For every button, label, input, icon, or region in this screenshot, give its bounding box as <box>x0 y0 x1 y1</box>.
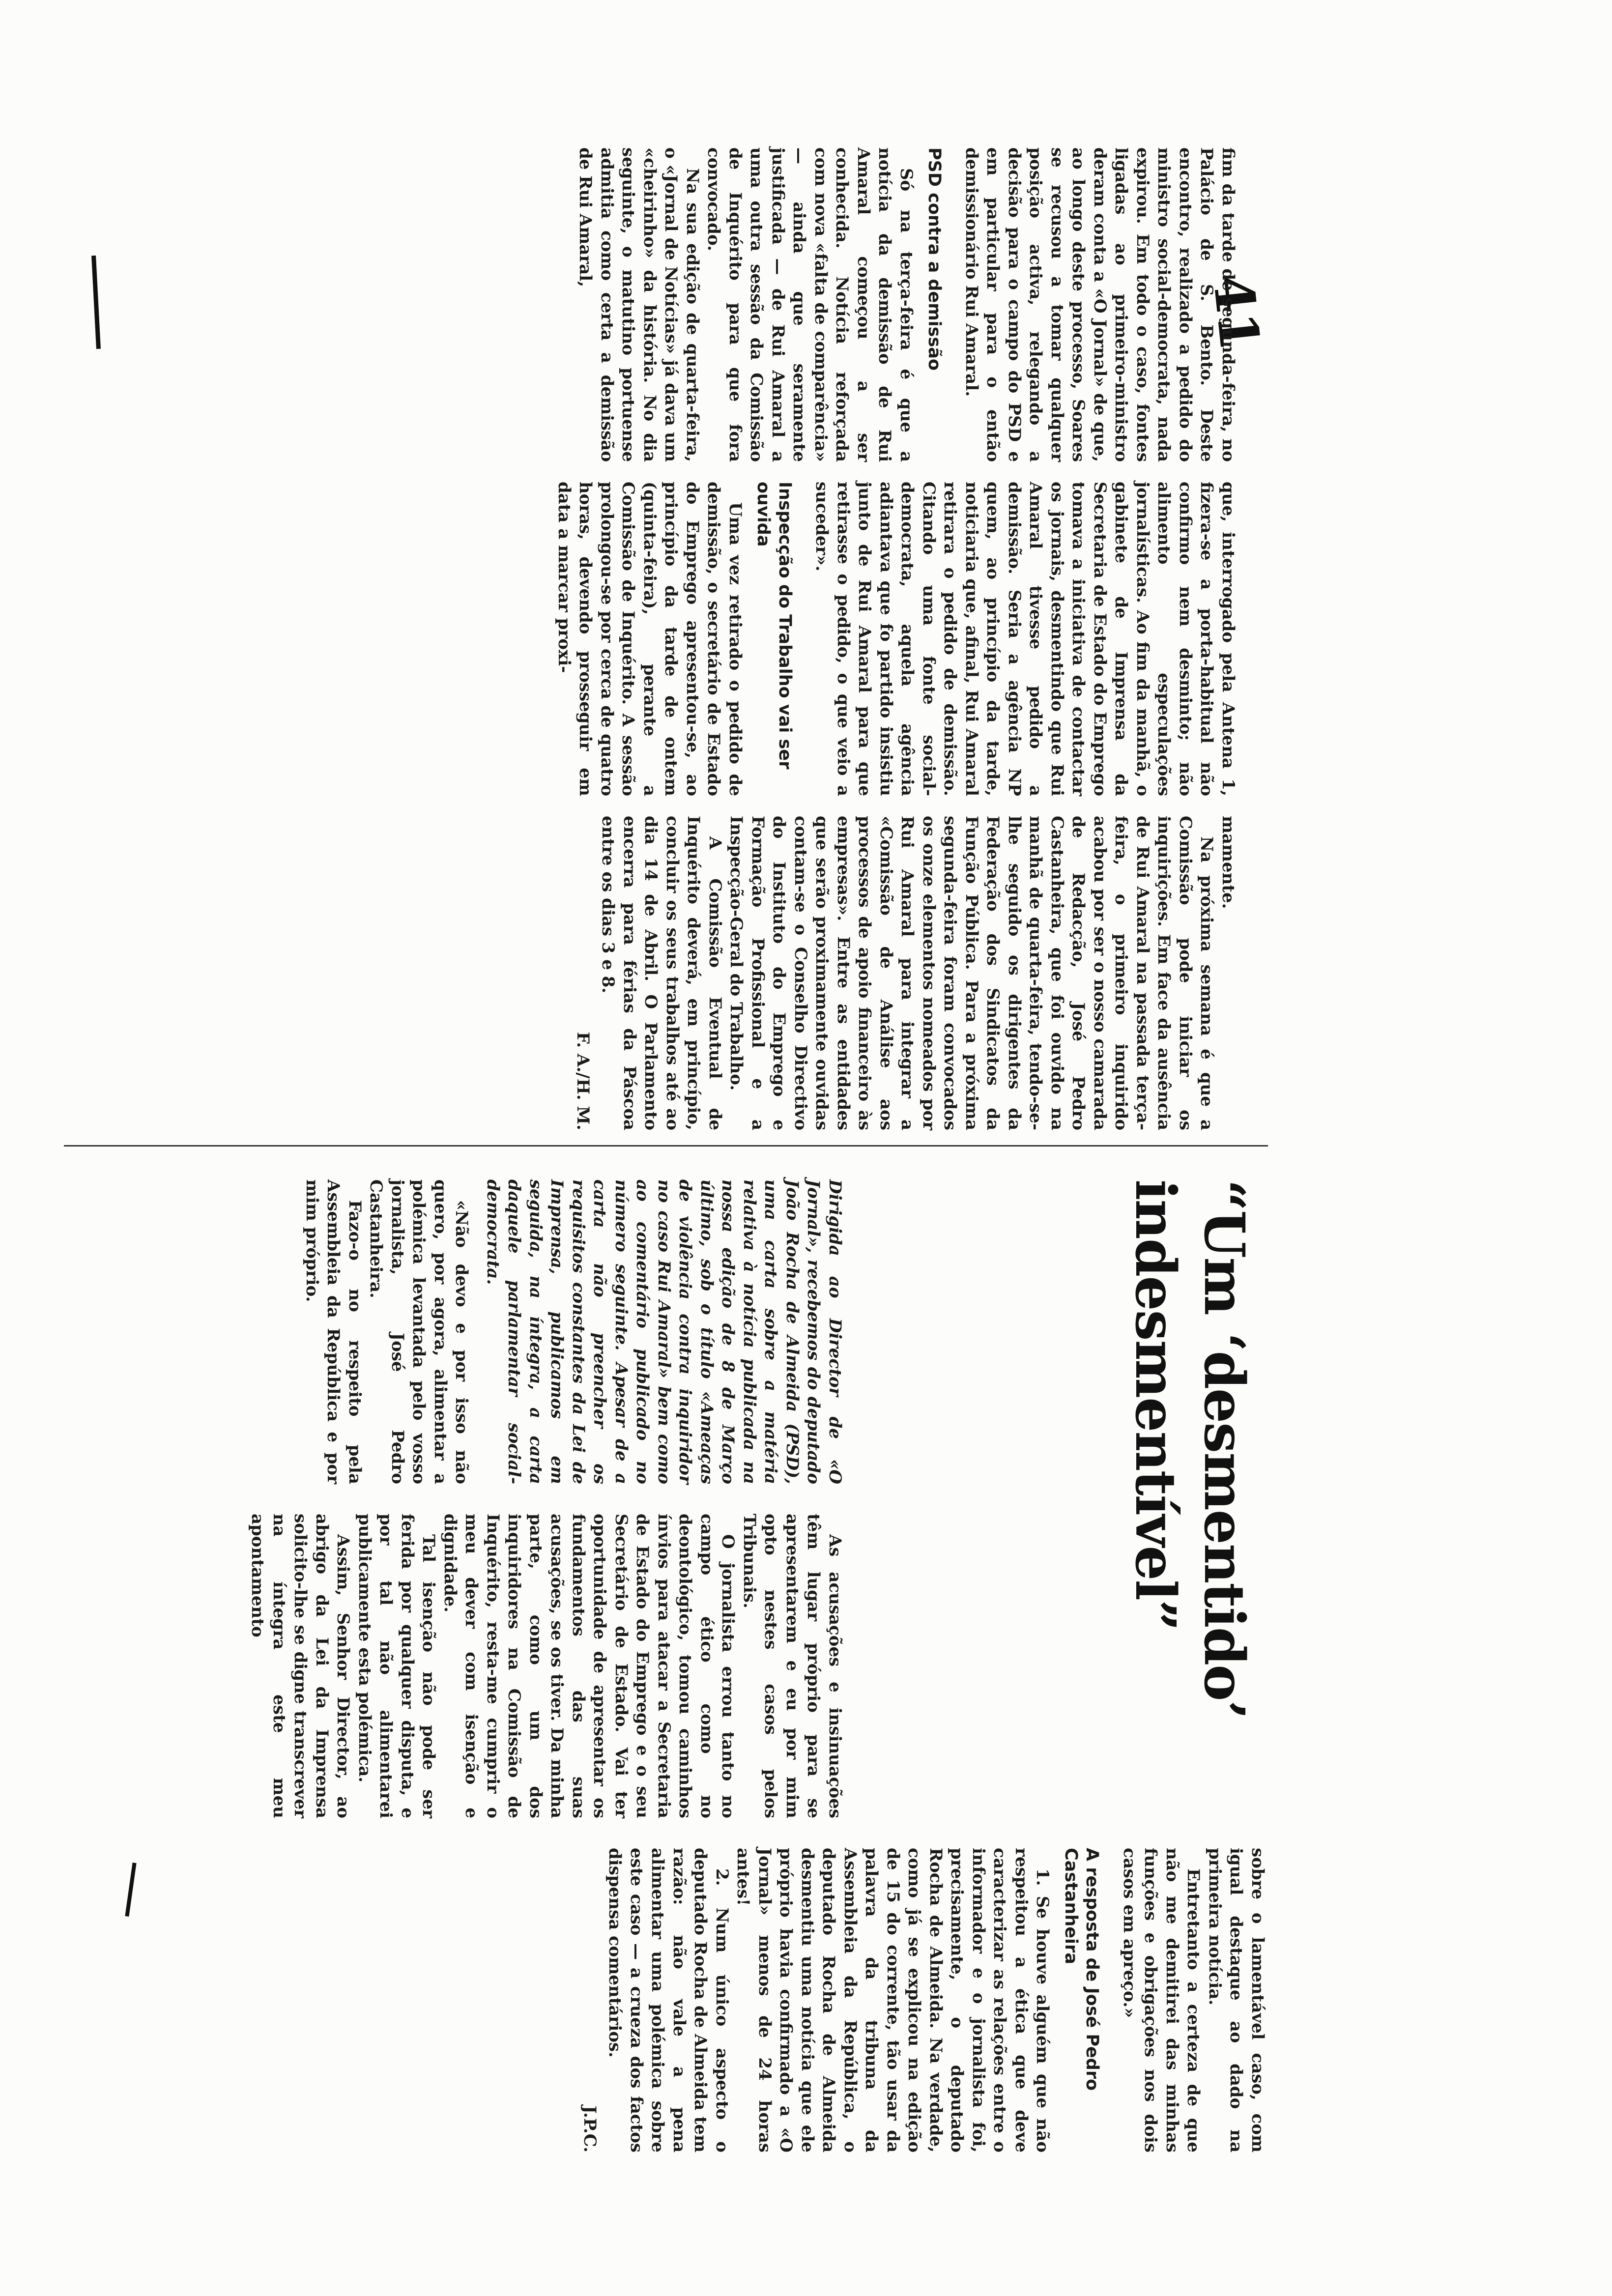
col6-p3: 1. Se houve alguém que não respeitou a ética que deve caracterizar as relações entre o informador e o jornalista foi, precisamente, o deputado Rocha de Almeida. Na verdade, como já se explicou na edição de 15 do corrente, tão usar da palavra da tribuna da Assembleia da República, o deputado Rocha de Almeida desmentiu uma notícia que ele próprio havia confirmado a «O Jornal» menos de 24 horas antes! <box>733 1848 1053 2152</box>
col1-p1: fim da tarde de segunda-feira, no Palácio de S. Bento. Deste encontro, realizado a pedido do ministro social-democrata, nada expirou. Em todo o caso, fontes ligadas ao primeiro-ministro deram conta a «O Jornal» de que, ao longo deste processo, Soares se recusou a tomar qualquer posição activa, relegando a decisão para o campo do PSD e em particular para o então demissionário Rui Amaral. <box>962 147 1238 462</box>
response-column <box>579 1848 1268 2152</box>
col5-p2: O jornalista errou tanto no campo ético como no deontológico, tomou caminhos ínvios para atacar a Secretaria de Estado do Emprego e o seu Secretário de Estado. Vai ter oportunidade de apresentar os fundamentos das suas acusações, se os tiver. Da minha parte, como um dos inquiridores na Comissão de Inquérito, resta-me cumprir o meu dever com isenção e dignidade. <box>440 1514 738 1818</box>
col1-p3: Na sua edição de quarta-feira, o «Jornal de Notícias» já dava um «cheirinho» da história. No dia seguinte, o matutino portuense admitia como certa a demissão de Rui Amaral, <box>576 147 702 462</box>
letter-intro: Dirigida ao Director de «O Jornal», recebemos do deputado João Rocha de Almeida (PSD), uma carta sobre a matéria relativa à notícia publicada na nossa edição de 8 de Março último, sob o título «Ameaças de violência contra inquiridor no caso Rui Amaral» bem como ao comentário publicado no número seguinte. Apesar de a carta não preencher os requisitos constantes da Lei de Imprensa, publicamos em seguida, na íntegra, a carta daquele parlamentar social-democrata. <box>483 1179 845 1484</box>
col1-subhead: PSD contra a demissão <box>924 147 945 371</box>
col6-p1: sobre o lamentável caso, com igual destaque ao dado na primeira notícia. <box>1205 1848 1267 2152</box>
col3-p2: Na próxima semana é que a Comissão pode iniciar os inquirições. Em face da ausência de Rui Amaral na passada terça-feira, o primeiro inquirido acabou por ser o nosso camarada de Redacção, José Pedro Castanheira, que foi ouvido na manhã de quarta-feira, tendo-se-lhe seguido os dirigentes da Federação dos Sindicatos da Função Pública. Para a próxima segunda-feira foram convocados os onze elementos nomeados por Rui Amaral para integrar a «Comissão de Análise aos processos de apoio financeiro às empresas». Entre as entidades que serão proximamente ouvidas contam-se o Conselho Directivo do Instituto do Emprego e Formação Profissional e a Inspecção-Geral do Trabalho. <box>726 816 1217 1130</box>
col2-p2: Uma vez retirado o pedido de demissão, o secretário de Estado do Emprego apresentou-se, ao princípio da tarde de ontem (quinta-feira), perante a Comissão de Inquérito. A sessão prolongou-se por cerca de quatro horas, devendo prosseguir em data a marcar proxi- <box>554 482 745 796</box>
col2-subhead: Inspecção do Trabalho vai ser ouvida <box>753 482 795 770</box>
letter-p2: Fazo-o no respeito pela Assembleia da República e por mim próprio. <box>302 1179 365 1484</box>
col1-p2: Só na terça-feira é que a notícia da demissão de Rui Amaral começou a ser conhecida. Notícia reforçada com nova «falta de comparência» — ainda que seramente justificada — de Rui Amaral a uma outra sessão da Comissão de Inquérito para que fora convocado. <box>704 147 916 462</box>
col6-p2: Entretanto a certeza de que não me demitirei das minhas funções e obrigações nos dois casos em apreço.» <box>1120 1848 1204 2152</box>
col5-p3: Tal isenção não pode ser ferida por qualquer disputa, e por tal não alimentarei publicamente esta polémica. <box>355 1514 439 1818</box>
col5-p1: As acusações e insinuações têm lugar próprio para se apresentarem e eu por mim opto nestes casos pelos Tribunais. <box>740 1514 845 1818</box>
response-subhead: A resposta de José Pedro Castanheira <box>1061 1848 1102 2091</box>
col6-p4: 2. Num único aspecto o deputado Rocha de Almeida tem razão: não vale a pena alimentar uma polémica sobre este caso — a crueza dos factos dispensa comentários. <box>605 1848 732 2152</box>
signature-jpc: J.P.C. <box>580 2105 600 2152</box>
col2-p1: que, interrogado pela Antena 1, fizera-se a porta-habitual não confirmo nem desminto; não alimento especulações jornalísticas. Ao fim da manhã, o gabinete de Imprensa da Secretaria de Estado do Emprego tomava a iniciativa de contactar os jornais, desmentindo que Rui Amaral tivesse pedido a demissão. Seria a agência NP quem, ao princípio da tarde, noticiaria que, afinal, Rui Amaral retirara o pedido de demissão. Citando uma fonte social-democrata, aquela agência adiantava que fo partido insistiu junto de Rui Amaral para que retirasse o pedido, o que veio a suceder». <box>812 482 1238 796</box>
headline: “Um ‘desmentido’ indesmentível” <box>1123 1179 1256 1719</box>
corner-mark: 41 <box>1201 272 1272 354</box>
letter-column-2 <box>247 1514 845 1818</box>
letter-intro-column <box>301 1179 846 1484</box>
col3-p1: mamente. <box>1218 816 1238 909</box>
col3-p3: A Comissão Eventual de Inquérito deverá, em princípio, concluir os seus trabalhos até ao dia 14 de Abril. O Parlamento encerra para férias da Páscoa entre os dias 3 e 8. <box>598 816 725 1130</box>
col5-p4: Assim, Senhor Director, ao abrigo da Lei da Imprensa solicito-lhe se digne transcrever na íntegra este meu apontamento <box>248 1514 353 1818</box>
letter-p1: «Não devo e por isso não quero, por agora, alimentar a polémica levantada pelo vosso jornalista, José Pedro Castanheira. <box>366 1179 472 1484</box>
signature-fah: F. A./H. M. <box>573 1032 593 1130</box>
